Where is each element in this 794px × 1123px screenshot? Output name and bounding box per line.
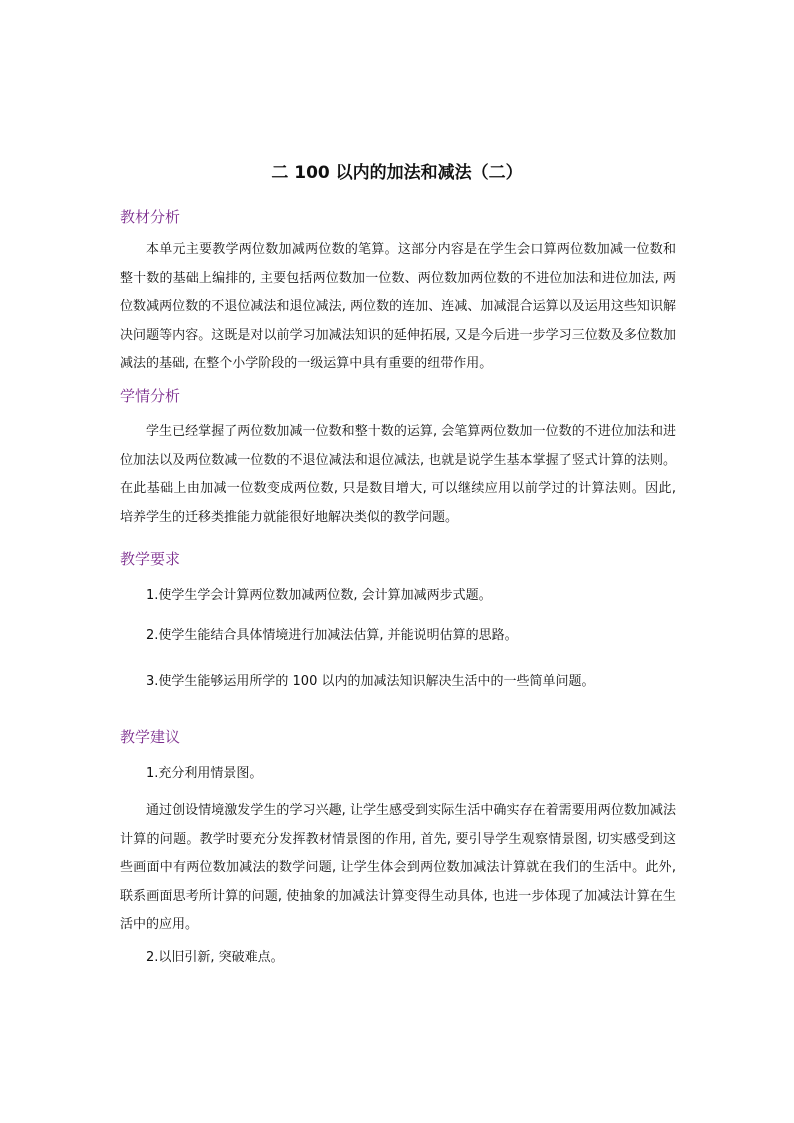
- section-heading-teaching-suggestions: 教学建议: [120, 728, 181, 746]
- paragraph-student-analysis: 学生已经掌握了两位数加减一位数和整十数的运算, 会笔算两位数加一位数的不进位加法和进位加法以及两位数减一位数的不退位减法和退位减法, 也就是说学生基本掌握了竖式计算的法则。在此基础上由加减一位数变成两位数, 只是数目增大, 可以继续应用以前学过的计算法则。因此, 培养学生的迁移类推能力就能很好地解决类似的教学问题。: [120, 424, 676, 525]
- suggestion-item-1: 1.充分利用情景图。: [146, 766, 263, 781]
- requirement-item-2: 2.使学生能结合具体情境进行加减法估算, 并能说明估算的思路。: [146, 628, 518, 643]
- section-heading-textbook-analysis: 教材分析: [120, 208, 181, 226]
- section-heading-teaching-requirements: 教学要求: [120, 550, 181, 568]
- paragraph-textbook-analysis: 本单元主要教学两位数加减两位数的笔算。这部分内容是在学生会口算两位数加减一位数和整十数的基础上编排的, 主要包括两位数加一位数、两位数加两位数的不进位加法和进位加法, 两位数减两位数的不退位减法和退位减法, 两位数的连加、连减、加减混合运算以及运用这些知识解决问题等内容。这既是对以前学习加减法知识的延伸拓展, 又是今后进一步学习三位数及多位数加减法的基础, 在整个小学阶段的一级运算中具有重要的纽带作用。: [120, 242, 676, 371]
- suggestion-item-2: 2.以旧引新, 突破难点。: [146, 950, 284, 965]
- paragraph-teaching-suggestions: 通过创设情境激发学生的学习兴趣, 让学生感受到实际生活中确实存在着需要用两位数加减法计算的问题。教学时要充分发挥教材情景图的作用, 首先, 要引导学生观察情景图, 切实感受到这些画面中有两位数加减法的数学问题, 让学生体会到两位数加减法计算就在我们的生活中。此外, 联系画面思考所计算的问题, 使抽象的加减法计算变得生动具体, 也进一步体现了加减法计算在生活中的应用。: [120, 803, 676, 932]
- requirement-item-1: 1.使学生学会计算两位数加减两位数, 会计算加减两步式题。: [146, 588, 492, 603]
- document-title: 二 100 以内的加法和减法（二）: [271, 163, 523, 183]
- requirement-item-3: 3.使学生能够运用所学的 100 以内的加减法知识解决生活中的一些简单问题。: [146, 674, 595, 689]
- section-heading-student-analysis: 学情分析: [120, 387, 181, 405]
